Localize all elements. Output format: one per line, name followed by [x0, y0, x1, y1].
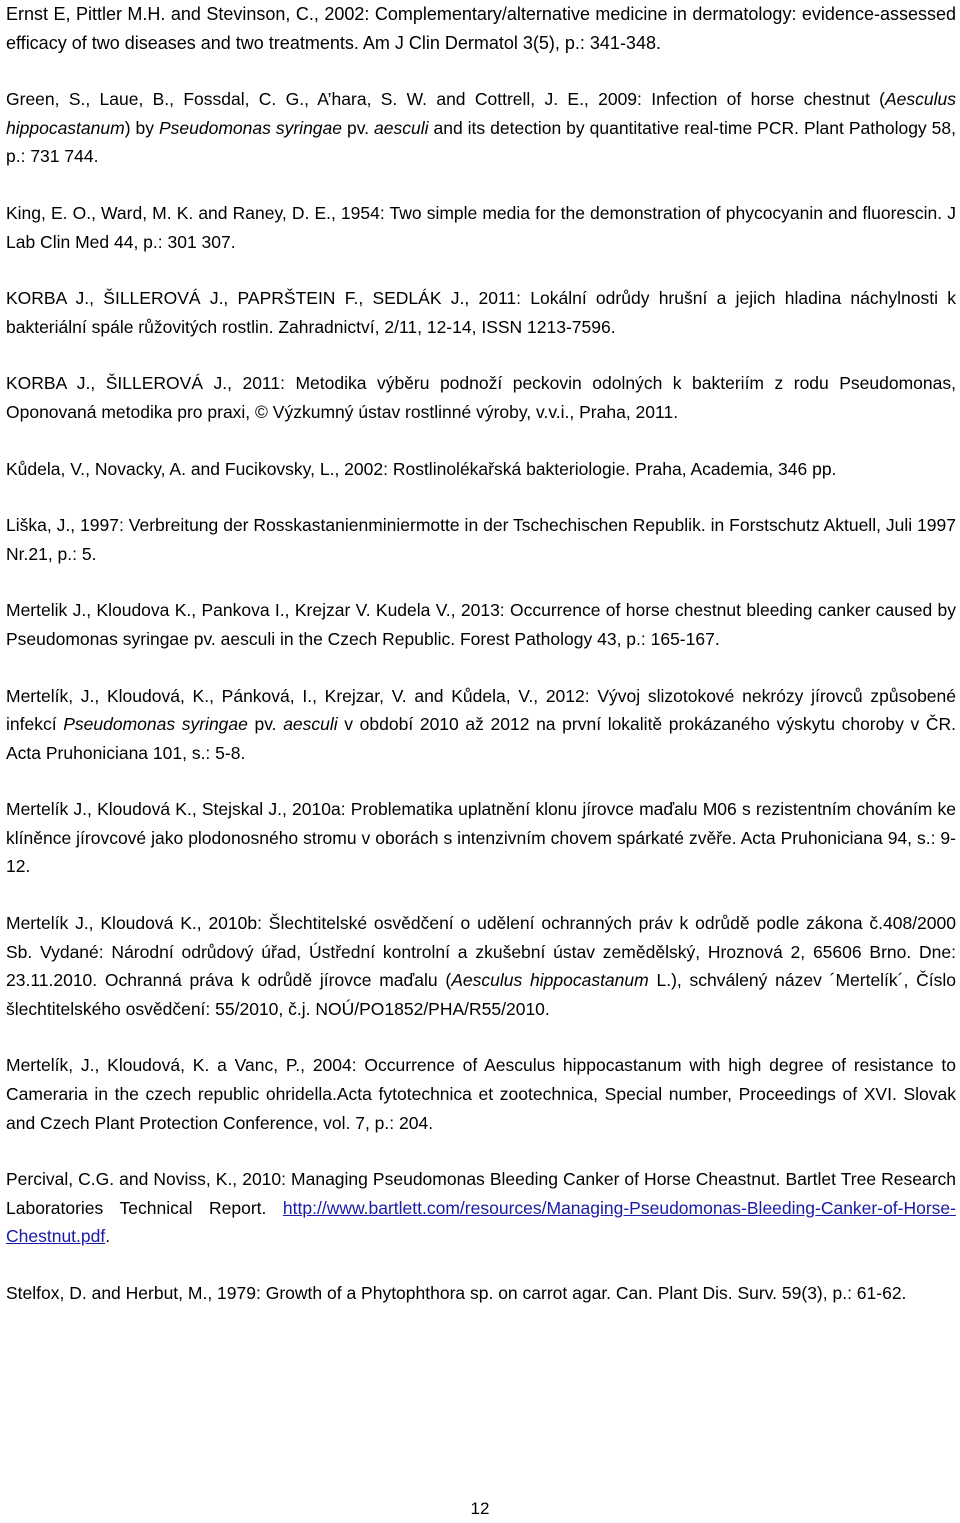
reference-mertelik-2012 — [6, 682, 956, 768]
reference-list — [6, 0, 956, 1308]
reference-text: Percival, C.G. and Noviss, K., 2010: Managing Pseudomonas Bleeding Canker of Horse Cheastnut. Bartlet Tree Research Laboratories Technical Report. — [6, 1169, 956, 1218]
reference-king-1954: King, E. O., Ward, M. K. and Raney, D. E., 1954: Two simple media for the demonstration of phycocyanin and fluorescin. J Lab Clin Med 44, p.: 301 307. — [6, 202, 956, 252]
reference-kudela-2002: Kůdela, V., Novacky, A. and Fucikovsky, L., 2002: Rostlinolékařská bakteriologie. Praha, Academia, 346 pp. — [6, 458, 837, 479]
reference-korba-2011b: KORBA J., ŠILLEROVÁ J., 2011: Metodika výběru podnoží peckovin odolných k bakteriím z rodu Pseudomonas, Oponovaná metodika pro praxi, © Výzkumný ústav rostlinné výroby, v.v.i., Praha, 2011. — [6, 373, 956, 422]
reference-korba-2011a: KORBA J., ŠILLEROVÁ J., PAPRŠTEIN F., SEDLÁK J., 2011: Lokální odrůdy hrušní a jejich hladina náchylnosti k bakteriální spále růžovitých rostlin. Zahradnictví, 2/11, 12-14, ISSN 1213-7596. — [6, 288, 956, 337]
reference-text: ) by — [124, 117, 159, 138]
reference-mertelik-2013: Mertelik J., Kloudova K., Pankova I., Krejzar V. Kudela V., 2013: Occurrence of horse chestnut bleeding canker caused by Pseudomonas syringae pv. aesculi in the Czech Republic. Forest Pathology 43, p.: 165-167. — [6, 600, 956, 649]
reference-text: Mertelík J., Kloudová K., 2010b: Šlechtitelské osvědčení o udělení ochranných práv k odrůdě podle zákona č.408/2000 Sb. Vydané: Národní odrůdový úřad, Ústřední kontrolní a zkušební ústav zemědělský, Hroznová 2, 65606 Brno. Dne: 23.11.2010. Ochranná práva k odrůdě jírovce maďalu ( — [6, 913, 956, 991]
reference-mertelik-2010b — [6, 909, 956, 1023]
reference-percival-2010 — [6, 1165, 956, 1251]
species-name: Pseudomonas syringae — [158, 117, 342, 138]
reference-mertelik-2010a: Mertelík J., Kloudová K., Stejskal J., 2010a: Problematika uplatnění klonu jírovce maďalu M06 s rezistentním chováním ke klíněnce jírovcové jako plodonosného stromu v oborách s intenzivním chovem spárkaté zvěře. Acta Pruhoniciana 94, s.: 9-12. — [6, 799, 956, 877]
reference-text: pv. — [247, 714, 284, 735]
bartlett-report-link[interactable]: http://www.bartlett.com/resources/Managing-Pseudomonas-Bleeding-Canker-of-Horse-Chestnut.pdf — [6, 1197, 956, 1247]
reference-text: and its detection by quantitative real-time PCR. Plant Pathology 58, p.: 731 744. — [6, 117, 956, 167]
reference-text: L.), schválený název ´Mertelík´, Číslo šlechtitelského osvědčení: 55/2010, č.j. NOÚ/PO1852/PHA/R55/2010. — [6, 970, 957, 1019]
pathovar-name: aesculi — [283, 714, 338, 735]
reference-text: pv. — [342, 117, 375, 138]
pathovar-name: aesculi — [374, 117, 429, 138]
species-name: Aesculus hippocastanum — [451, 970, 649, 991]
page-number: 12 — [470, 1499, 490, 1518]
species-name: Pseudomonas syringae — [63, 714, 248, 735]
reference-green-2009 — [6, 85, 956, 171]
reference-stelfox-1979: Stelfox, D. and Herbut, M., 1979: Growth of a Phytophthora sp. on carrot agar. Can. Plant Dis. Surv. 59(3), p.: 61-62. — [6, 1283, 907, 1303]
reference-text: v období 2010 až 2012 na první lokalitě prokázaného výskytu choroby v ČR. Acta Pruhoniciana 101, s.: 5-8. — [6, 714, 956, 763]
reference-text: . — [105, 1226, 111, 1247]
reference-text: Mertelík, J., Kloudová, K., Pánková, I., Krejzar, V. and Kůdela, V., 2012: Vývoj slizotokové nekrózy jírovců způsobené infekcí — [6, 685, 956, 735]
reference-mertelik-2004: Mertelík, J., Kloudová, K. a Vanc, P., 2004: Occurrence of Aesculus hippocastanum with high degree of resistance to Cameraria in the czech republic ohridella.Acta fytotechnica et zootechnica, Special number, Proceedings of XVI. Slovak and Czech Plant Protection Conference, vol. 7, p.: 204. — [6, 1055, 956, 1133]
reference-text: Green, S., Laue, B., Fossdal, C. G., A’hara, S. W. and Cottrell, J. E., 2009: Infection of horse chestnut ( — [6, 89, 885, 110]
species-name: Aesculus hippocastanum — [6, 89, 956, 138]
reference-liska-1997: Liška, J., 1997: Verbreitung der Rosskastanienminiermotte in der Tschechischen Republik. in Forstschutz Aktuell, Juli 1997 Nr.21, p.: 5. — [6, 515, 956, 564]
reference-ernst-2002: Ernst E, Pittler M.H. and Stevinson, C., 2002: Complementary/alternative medicine in dermatology: evidence-assessed efficacy of two diseases and two treatments. Am J Clin Dermatol 3(5), p.: 341-348. — [6, 4, 956, 53]
